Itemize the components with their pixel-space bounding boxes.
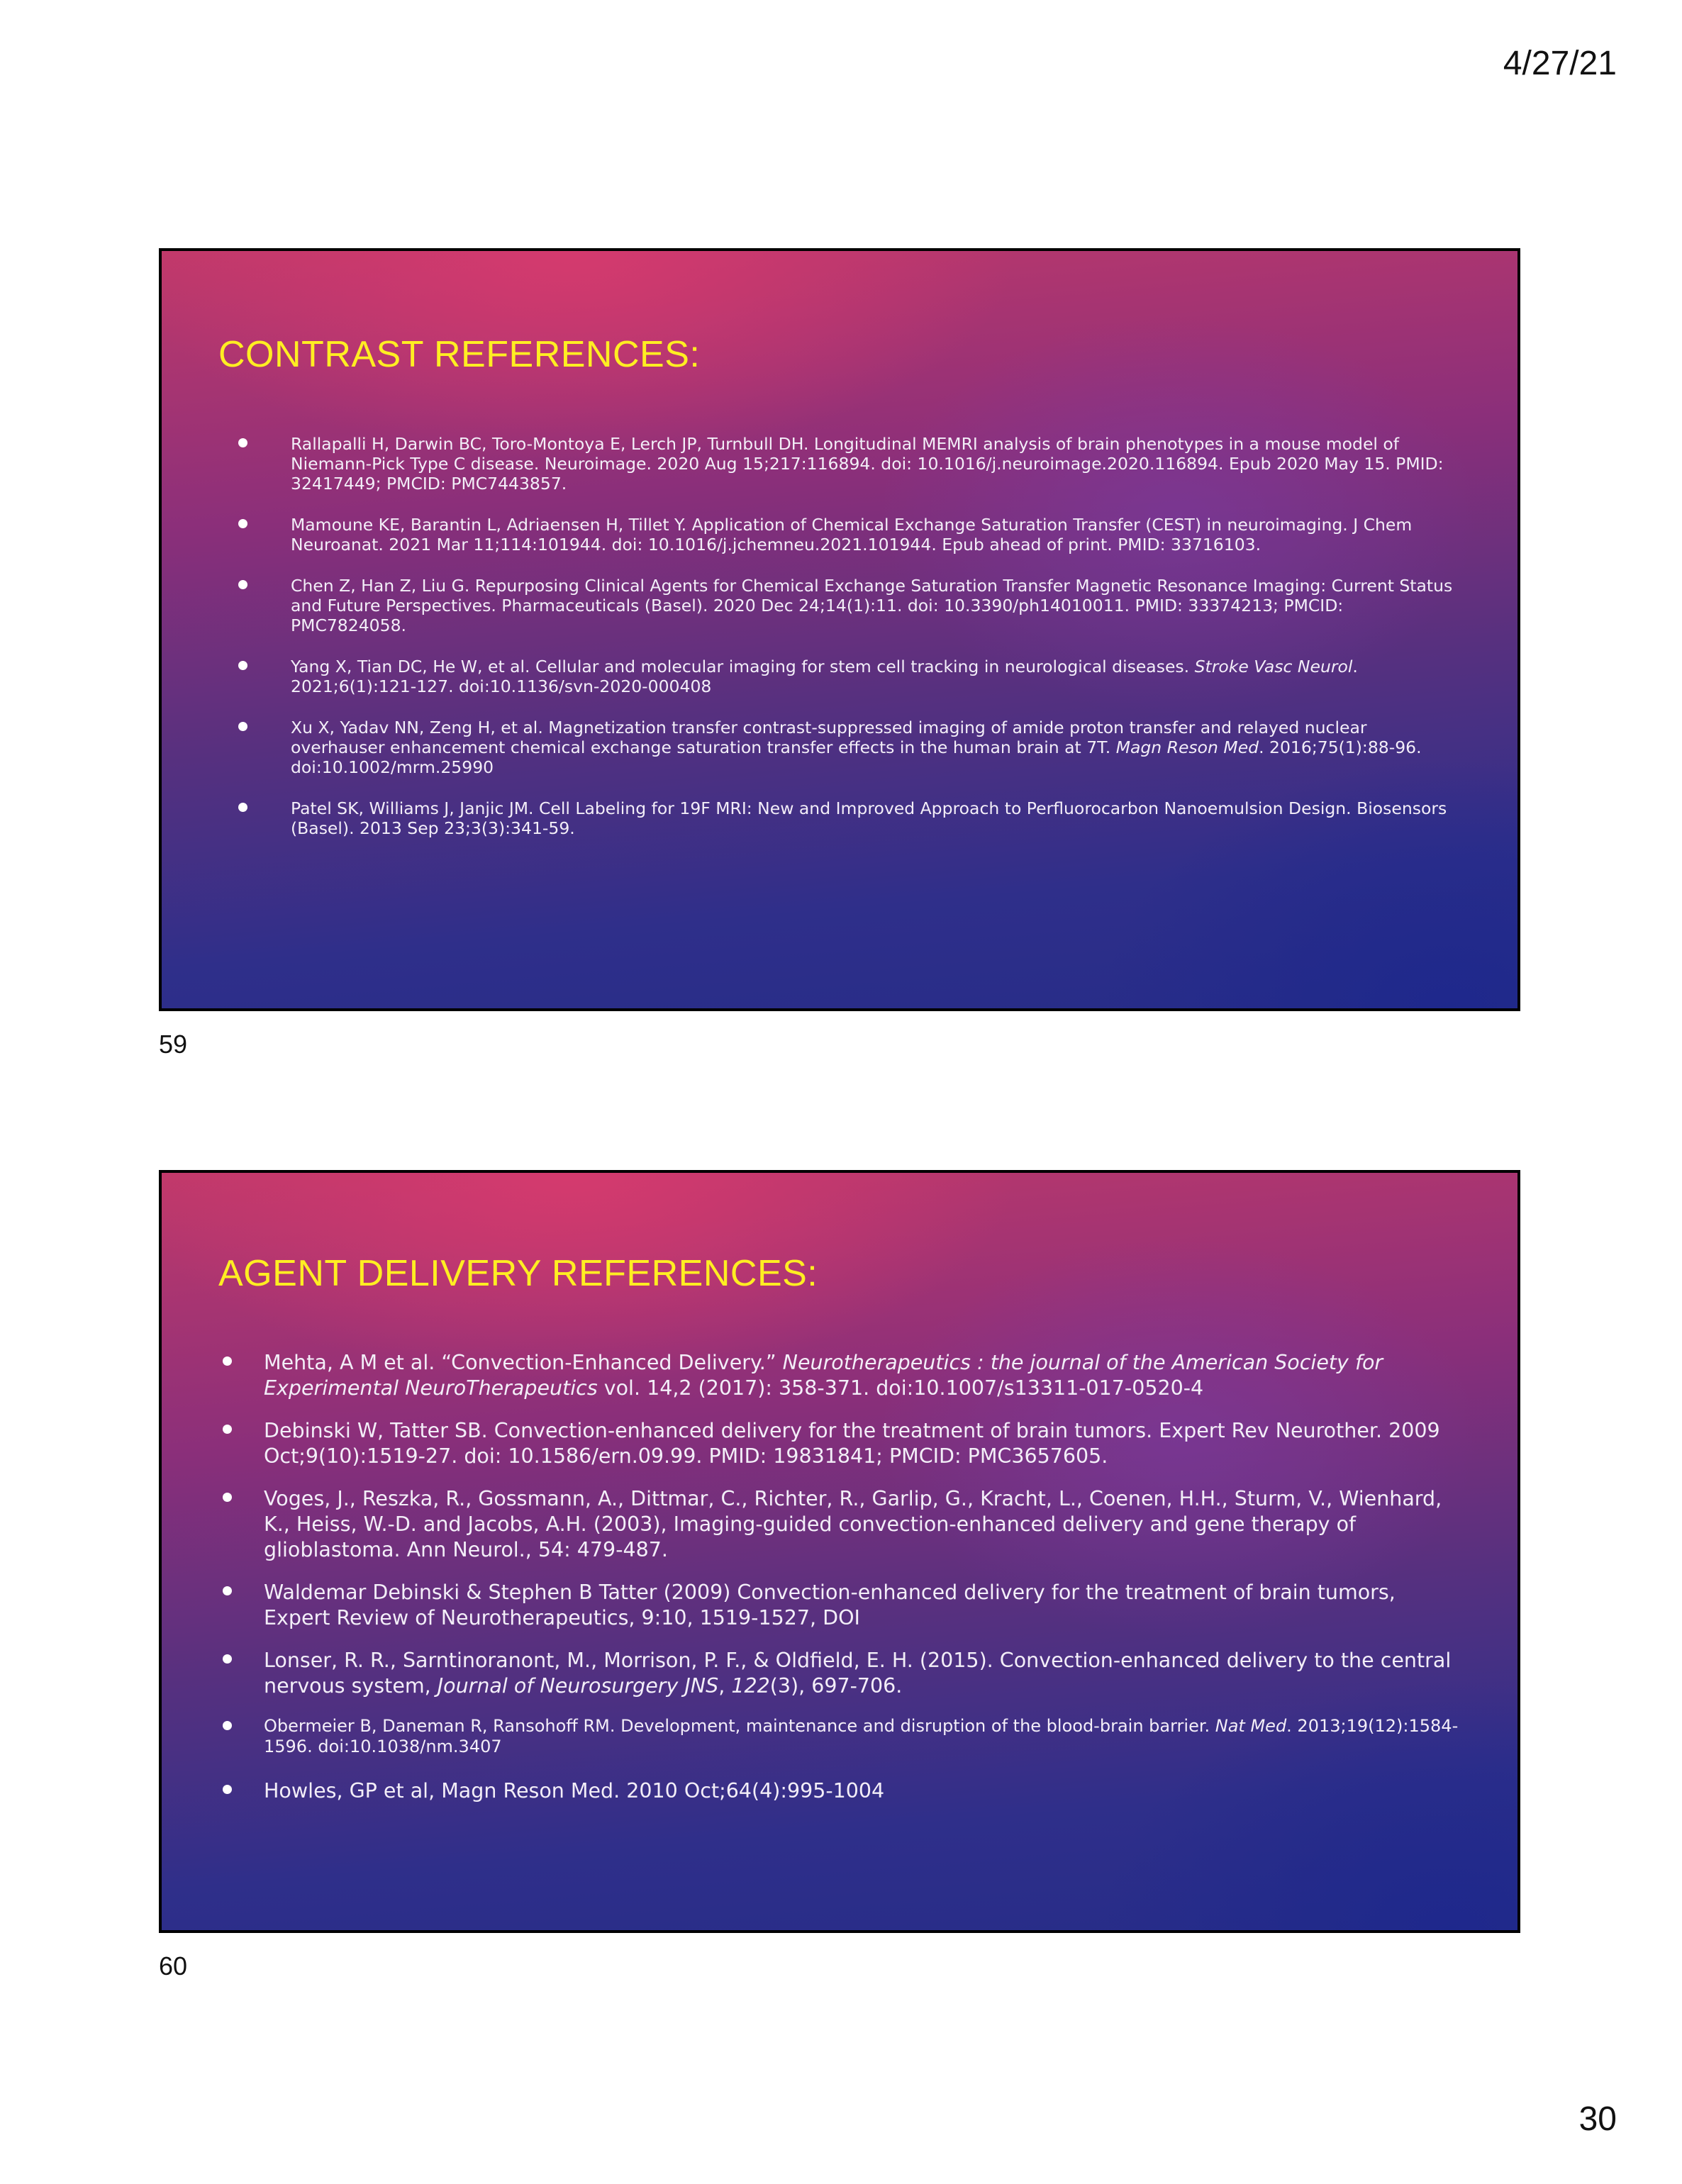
journal-volume: 122 <box>731 1674 770 1698</box>
bullet-icon <box>223 1785 232 1794</box>
journal-name: Nat Med <box>1215 1716 1287 1736</box>
bullet-icon <box>238 580 247 589</box>
reference-item <box>218 718 1461 777</box>
reference-item <box>218 576 1461 635</box>
bullet-icon <box>223 1493 232 1502</box>
reference-text: Voges, J., Reszka, R., Gossmann, A., Dittmar, C., Richter, R., Garlip, G., Kracht, L., Coenen, H.H., Sturm, V., Wienhard, K., Heiss, W.-D. and Jacobs, A.H. (2003), Imaging-guided convection-enhanced delivery and gene therapy of glioblastoma. Ann Neurol., 54: 479-487. <box>264 1487 1442 1561</box>
bullet-icon <box>238 438 247 447</box>
reference-item <box>218 1778 1461 1804</box>
journal-name: Magn Reson Med <box>1115 737 1259 757</box>
reference-text: Waldemar Debinski & Stephen B Tatter (2009) Convection-enhanced delivery for the treatment of brain tumors, Expert Review of Neurotherapeutics, 9:10, 1519-1527, DOI <box>264 1581 1396 1629</box>
reference-item <box>218 1350 1461 1401</box>
reference-item <box>218 1580 1461 1631</box>
reference-text: Debinski W, Tatter SB. Convection-enhanced delivery for the treatment of brain tumors. Expert Rev Neurother. 2009 Oct;9(10):1519-27. doi: 10.1586/ern.09.99. PMID: 19831841; PMCID: PMC3657605. <box>264 1419 1440 1468</box>
reference-item <box>218 657 1461 696</box>
reference-item <box>218 1648 1461 1699</box>
reference-text: Rallapalli H, Darwin BC, Toro-Montoya E, Lerch JP, Turnbull DH. Longitudinal MEMRI analysis of brain phenotypes in a mouse model of Niemann-Pick Type C disease. Neuroimage. 2020 Aug 15;217:116894. doi: 10.1016/j.neuroimage.2020.116894. Epub 2020 May 15. PMID: 32417449; PMCID: PMC7443857. <box>291 434 1444 494</box>
bullet-icon <box>238 661 247 670</box>
bullet-icon <box>223 1425 232 1434</box>
reference-item <box>218 1418 1461 1469</box>
reference-citation: (3), 697-706. <box>769 1674 903 1698</box>
slide-title: CONTRAST REFERENCES: <box>218 334 701 375</box>
reference-item <box>218 1486 1461 1563</box>
reference-text: Patel SK, Williams J, Janjic JM. Cell Labeling for 19F MRI: New and Improved Approach to Perfluorocarbon Nanoemulsion Design. Biosensors (Basel). 2013 Sep 23;3(3):341-59. <box>291 798 1447 838</box>
reference-item <box>218 1716 1461 1757</box>
bullet-icon <box>223 1356 232 1366</box>
reference-text: Howles, GP et al, Magn Reson Med. 2010 Oct;64(4):995-1004 <box>264 1779 885 1803</box>
reference-text: Mehta, A M et al. “Convection-Enhanced Delivery.” <box>264 1351 783 1374</box>
page-number: 30 <box>1578 2100 1617 2138</box>
bullet-icon <box>238 722 247 731</box>
slide-number: 59 <box>159 1030 188 1059</box>
reference-item <box>218 515 1461 555</box>
journal-name: Stroke Vasc Neurol <box>1194 657 1353 676</box>
reference-citation: . 2021;6(1):121-127. doi:10.1136/svn-2020-000408 <box>291 657 1358 696</box>
slide-60 <box>159 1170 1520 1933</box>
bullet-icon <box>223 1586 232 1595</box>
reference-list <box>218 434 1461 859</box>
reference-item <box>218 798 1461 838</box>
reference-citation: vol. 14,2 (2017): 358-371. doi:10.1007/s13311-017-0520-4 <box>597 1376 1204 1400</box>
reference-text: Xu X, Yadav NN, Zeng H, et al. Magnetization transfer contrast-suppressed imaging of amide proton transfer and relayed nuclear overhauser enhancement chemical exchange saturation transfer effects in the human brain at 7T. <box>291 718 1367 757</box>
slide-title: AGENT DELIVERY REFERENCES: <box>218 1253 818 1294</box>
slide-number: 60 <box>159 1951 188 1980</box>
reference-text: Lonser, R. R., Sarntinoranont, M., Morrison, P. F., & Oldfield, E. H. (2015). Convection-enhanced delivery to the central nervous system, <box>264 1649 1452 1698</box>
slide-59 <box>159 248 1520 1011</box>
reference-text: Yang X, Tian DC, He W, et al. Cellular and molecular imaging for stem cell tracking in neurological diseases. <box>291 657 1195 676</box>
reference-text: Mamoune KE, Barantin L, Adriaensen H, Tillet Y. Application of Chemical Exchange Saturation Transfer (CEST) in neuroimaging. J Chem Neuroanat. 2021 Mar 11;114:101944. doi: 10.1016/j.jchemneu.2021.101944. Epub ahead of print. PMID: 33716103. <box>291 515 1413 555</box>
bullet-icon <box>223 1721 232 1730</box>
reference-citation: . 2013;19(12):1584-1596. doi:10.1038/nm.3407 <box>264 1716 1459 1756</box>
reference-text: Chen Z, Han Z, Liu G. Repurposing Clinical Agents for Chemical Exchange Saturation Transfer Magnetic Resonance Imaging: Current Status and Future Perspectives. Pharmaceuticals (Basel). 2020 Dec 24;14(1):11. doi: 10.3390/ph14010011. PMID: 33374213; PMCID: PMC7824058. <box>291 576 1453 635</box>
bullet-icon <box>238 803 247 812</box>
journal-name: Neurotherapeutics : the journal of the American Society for Experimental NeuroTherapeutics <box>264 1351 1383 1400</box>
reference-list <box>218 1350 1461 1821</box>
journal-name: Journal of Neurosurgery JNS <box>437 1674 719 1698</box>
header-date: 4/27/21 <box>1503 45 1617 82</box>
reference-citation: . 2016;75(1):88-96. doi:10.1002/mrm.25990 <box>291 737 1422 777</box>
bullet-icon <box>223 1654 232 1664</box>
reference-text: Obermeier B, Daneman R, Ransohoff RM. Development, maintenance and disruption of the blood-brain barrier. <box>264 1716 1215 1736</box>
reference-item <box>218 434 1461 494</box>
bullet-icon <box>238 519 247 528</box>
reference-separator: , <box>718 1674 732 1698</box>
